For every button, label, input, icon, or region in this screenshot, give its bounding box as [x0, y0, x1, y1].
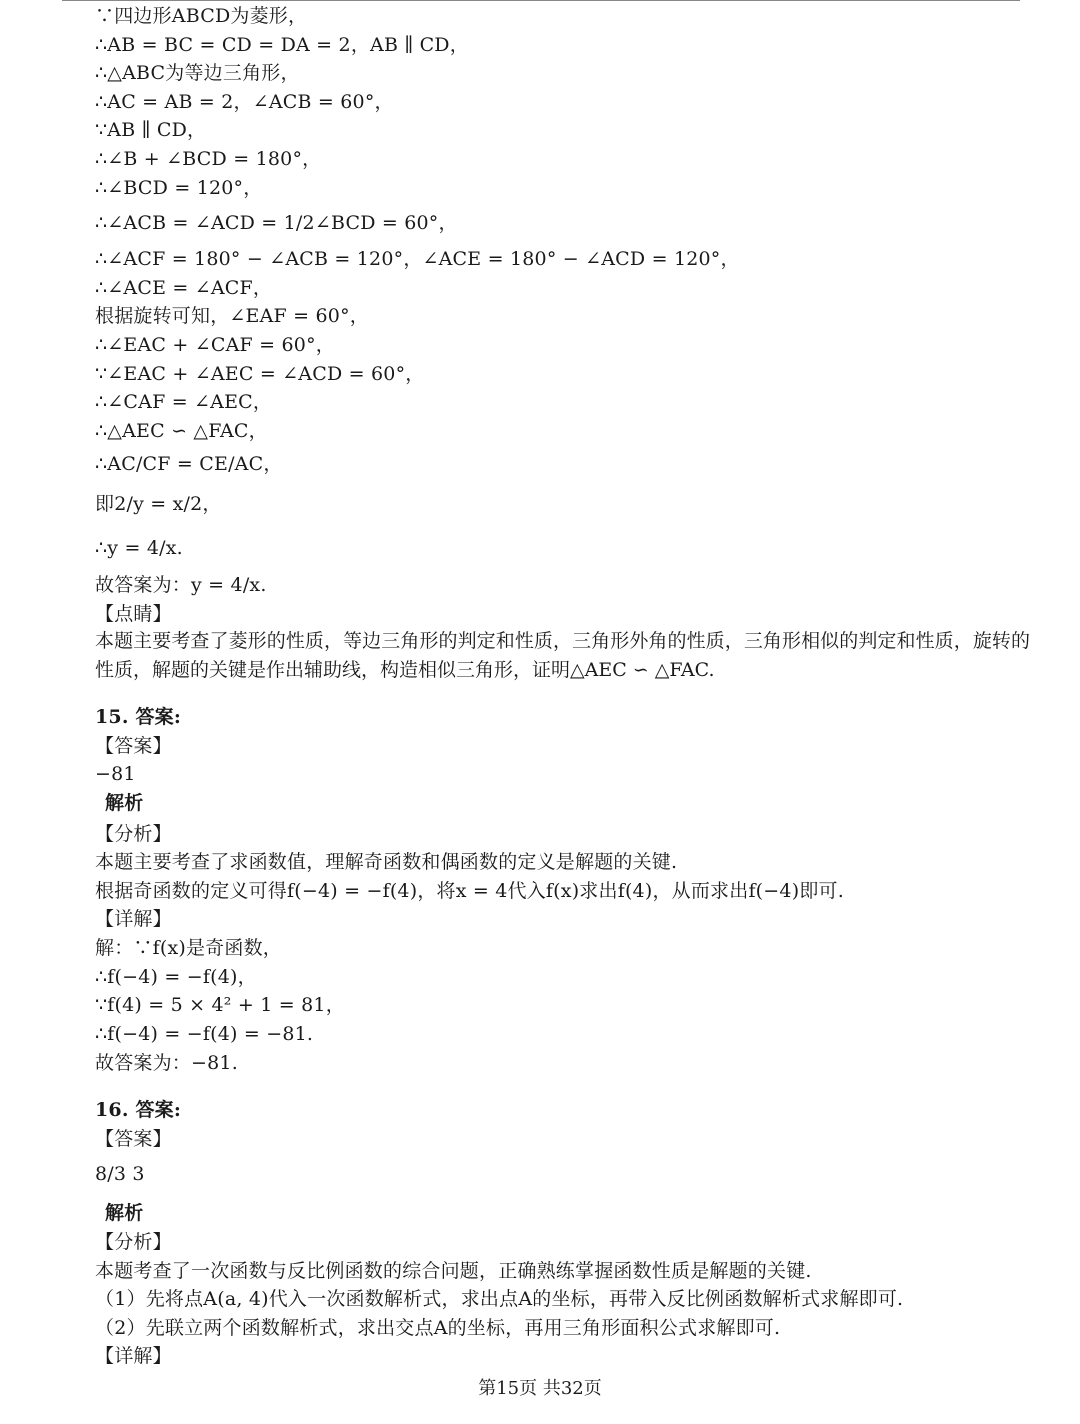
section-heading: 解析: [105, 1202, 144, 1224]
proof-line: ∵四边形ABCD为菱形，: [95, 5, 308, 27]
section-tag: 【分析】: [95, 1231, 172, 1253]
section-tag: 【详解】: [95, 1345, 172, 1367]
section-tag: 【答案】: [95, 1128, 172, 1150]
proof-line: ∴AC/CF = CE/AC，: [95, 453, 283, 475]
question-15-heading: 15. 答案:: [95, 706, 182, 728]
text-line: （2）先联立两个函数解析式，求出交点A的坐标，再用三角形面积公式求解即可.: [95, 1317, 781, 1339]
section-heading: 解析: [105, 792, 144, 814]
proof-line: ∵∠EAC + ∠AEC = ∠ACD = 60°，: [95, 363, 425, 385]
top-rule: [62, 0, 1020, 1]
text-line: （1）先将点A(a, 4)代入一次函数解析式，求出点A的坐标，再带入反比例函数解析式求解即可.: [95, 1288, 904, 1310]
question-16-heading: 16. 答案:: [95, 1099, 182, 1121]
text-line: ∵f(4) = 5 × 4² + 1 = 81，: [95, 994, 345, 1016]
text-line: ∴f(−4) = −f(4)，: [95, 966, 257, 988]
proof-line: ∴∠ACE = ∠ACF，: [95, 277, 273, 299]
answer-value: −81: [95, 763, 136, 785]
proof-line: 根据旋转可知，∠EAF = 60°，: [95, 305, 369, 327]
review-paragraph: 本题主要考查了菱形的性质，等边三角形的判定和性质，三角形外角的性质，三角形相似的判定和性质，旋转的性质，解题的关键是作出辅助线，构造相似三角形，证明△AEC ∽ △FAC.: [95, 630, 1030, 681]
answer-value: 8/3 3: [95, 1163, 145, 1185]
proof-line: ∴∠ACF = 180° − ∠ACB = 120°，∠ACE = 180° − ∠ACD = 120°，: [95, 248, 740, 270]
section-tag: 【分析】: [95, 823, 172, 845]
proof-line: ∴△AEC ∽ △FAC，: [95, 420, 268, 442]
proof-line: ∴y = 4/x.: [95, 537, 183, 559]
proof-line: ∴AC = AB = 2，∠ACB = 60°，: [95, 91, 394, 113]
text-line: ∴f(−4) = −f(4) = −81.: [95, 1023, 314, 1045]
text-line: 故答案为：−81.: [95, 1052, 238, 1074]
section-tag: 【点睛】: [95, 603, 172, 625]
proof-line: ∴∠EAC + ∠CAF = 60°，: [95, 334, 335, 356]
proof-line: ∴∠B + ∠BCD = 180°，: [95, 148, 322, 170]
proof-line: ∴∠ACB = ∠ACD = 1/2∠BCD = 60°，: [95, 212, 458, 234]
text-line: 解：∵f(x)是奇函数，: [95, 937, 282, 959]
proof-line: 即2/y = x/2，: [95, 493, 222, 515]
text-line: 根据奇函数的定义可得f(−4) = −f(4)，将x = 4代入f(x)求出f(4)，从而求出f(−4)即可.: [95, 880, 844, 902]
proof-line: ∴∠BCD = 120°，: [95, 177, 263, 199]
text-line: 本题主要考查了求函数值，理解奇函数和偶函数的定义是解题的关键.: [95, 851, 678, 873]
section-tag: 【详解】: [95, 908, 172, 930]
section-tag: 【答案】: [95, 735, 172, 757]
proof-line: ∴AB = BC = CD = DA = 2，AB ∥ CD，: [95, 34, 469, 56]
proof-line: 故答案为：y = 4/x.: [95, 574, 267, 596]
page-number: 第15页 共32页: [478, 1378, 602, 1399]
proof-line: ∴△ABC为等边三角形，: [95, 62, 300, 84]
text-line: 本题考查了一次函数与反比例函数的综合问题，正确熟练掌握函数性质是解题的关键.: [95, 1260, 812, 1282]
proof-line: ∴∠CAF = ∠AEC，: [95, 391, 273, 413]
proof-line: ∵AB ∥ CD，: [95, 119, 207, 141]
